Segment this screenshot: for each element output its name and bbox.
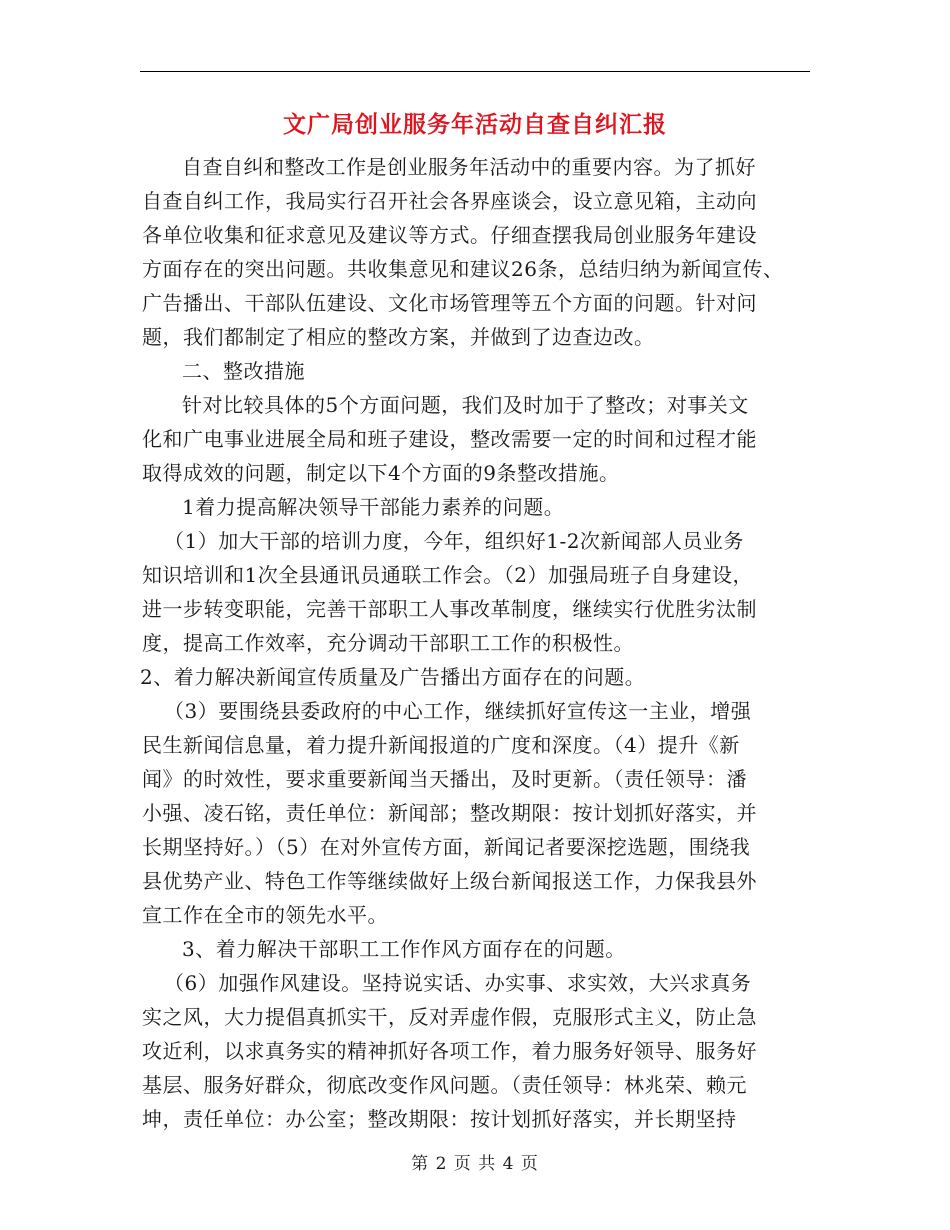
- text-line: 知识培训和1次全县通讯员通联工作会。（2）加强局班子自身建设，: [142, 563, 753, 587]
- text-line: 化和广电事业进展全局和班子建设，整改需要一定的时间和过程才能: [142, 427, 757, 451]
- text-line: 各单位收集和征求意见及建议等方式。仔细查摆我局创业服务年建设: [142, 223, 757, 247]
- text-line: 宣工作在全市的领先水平。: [142, 903, 388, 927]
- document-title: 文广局创业服务年活动自查自纠汇报: [283, 111, 667, 138]
- text-line: 自查自纠工作，我局实行召开社会各界座谈会，设立意见箱，主动向: [142, 189, 757, 213]
- text-line: 进一步转变职能，完善干部职工人事改革制度，继续实行优胜劣汰制: [142, 597, 757, 621]
- text-line: 长期坚持好。）（5）在对外宣传方面，新闻记者要深挖选题，围绕我: [142, 835, 751, 859]
- text-line: 二、整改措施: [182, 359, 305, 383]
- text-line: 度，提高工作效率，充分调动干部职工工作的积极性。: [142, 631, 634, 655]
- text-line: 2、着力解决新闻宣传质量及广告播出方面存在的问题。: [140, 665, 646, 689]
- text-line: 取得成效的问题，制定以下4个方面的9条整改措施。: [142, 461, 620, 485]
- header-rule: [140, 71, 810, 72]
- text-line: 3、着力解决干部职工工作作风方面存在的问题。: [182, 937, 626, 961]
- text-line: 基层、服务好群众，彻底改变作风问题。（责任领导：林兆荣、赖元: [142, 1073, 747, 1097]
- text-line: （1）加大干部的培训力度，今年，组织好1-2次新闻部人员业务: [164, 529, 744, 553]
- text-line: 闻》的时效性，要求重要新闻当天播出，及时更新。（责任领导：潘: [142, 767, 747, 791]
- text-line: 县优势产业、特色工作等继续做好上级台新闻报送工作，力保我县外: [142, 869, 757, 893]
- text-line: 1着力提高解决领导干部能力素养的问题。: [182, 495, 565, 519]
- text-line: 小强、凌石铭，责任单位：新闻部；整改期限：按计划抓好落实，并: [142, 801, 757, 825]
- text-line: 坤，责任单位：办公室；整改期限：按计划抓好落实，并长期坚持: [142, 1107, 737, 1131]
- page-number: 第 2 页 共 4 页: [411, 1154, 539, 1174]
- text-line: 自查自纠和整改工作是创业服务年活动中的重要内容。为了抓好: [182, 155, 756, 179]
- text-line: 方面存在的突出问题。共收集意见和建议26条，总结归纳为新闻宣传、: [142, 257, 784, 281]
- text-line: （3）要围绕县委政府的中心工作，继续抓好宣传这一主业，增强: [164, 699, 752, 723]
- text-line: 实之风，大力提倡真抓实干，反对弄虚作假，克服形式主义，防止急: [142, 1005, 757, 1029]
- document-body: [142, 150, 812, 1136]
- text-line: （6）加强作风建设。坚持说实话、办实事、求实效，大兴求真务: [164, 971, 752, 995]
- text-line: 题，我们都制定了相应的整改方案，并做到了边查边改。: [142, 325, 655, 349]
- text-line: 民生新闻信息量，着力提升新闻报道的广度和深度。（4）提升《新: [142, 733, 740, 757]
- text-line: 针对比较具体的5个方面问题，我们及时加于了整改；对事关文: [182, 393, 749, 417]
- text-line: 广告播出、干部队伍建设、文化市场管理等五个方面的问题。针对问: [142, 291, 757, 315]
- text-line: 攻近利，以求真务实的精神抓好各项工作，着力服务好领导、服务好: [142, 1039, 757, 1063]
